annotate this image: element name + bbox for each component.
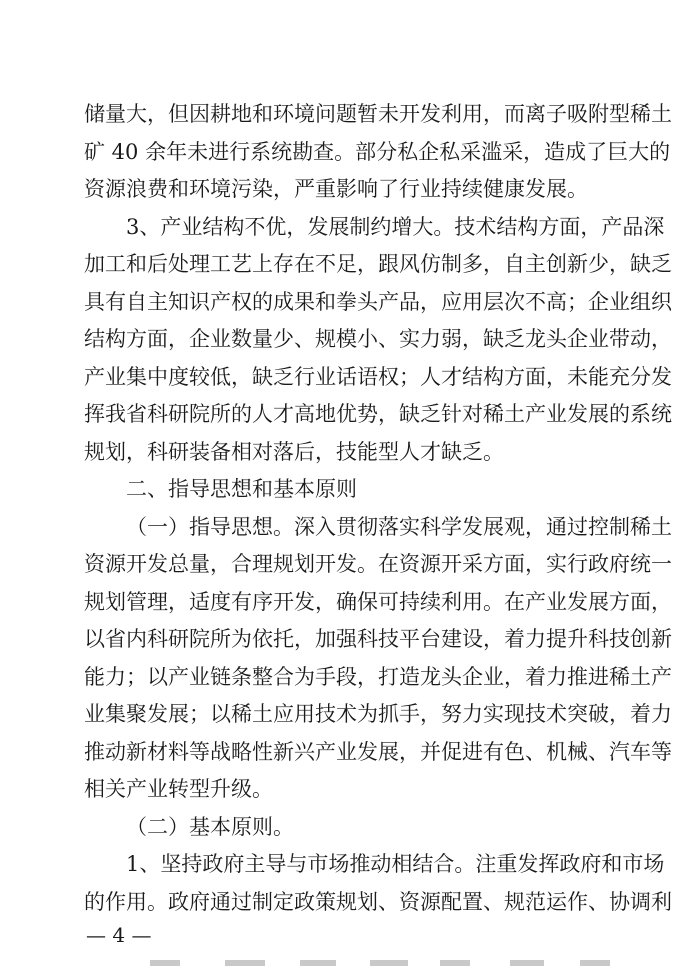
section-heading: 二、指导思想和基本原则 xyxy=(126,477,357,501)
scan-artifact xyxy=(580,960,610,966)
text-line: 产业集中度较低，缺乏行业话语权；人才结构方面，未能充分发 xyxy=(84,365,672,389)
text-line: 1、坚持政府主导与市场推动相结合。注重发挥政府和市场 xyxy=(126,852,665,876)
text-line: 结构方面，企业数量少、规模小、实力弱，缺乏龙头企业带动， xyxy=(84,327,672,351)
text-line: 储量大，但因耕地和环境问题暂未开发利用，而离子吸附型稀土 xyxy=(84,102,672,126)
text-line: 资源开发总量，合理规划开发。在资源开采方面，实行政府统一 xyxy=(84,552,672,576)
text-line: 业集聚发展；以稀土应用技术为抓手，努力实现技术突破，着力 xyxy=(84,702,672,726)
text-line: 3、产业结构不优，发展制约增大。技术结构方面，产品深 xyxy=(126,215,665,239)
text-line: 规划，科研装备相对落后，技能型人才缺乏。 xyxy=(84,440,504,464)
scan-artifact xyxy=(510,960,544,966)
page-number: — 4 — xyxy=(86,923,152,947)
subsection-heading: （二）基本原则。 xyxy=(126,815,294,839)
text-line: 的作用。政府通过制定政策规划、资源配置、规范运作、协调利 xyxy=(84,890,672,914)
text-line: 规划管理，适度有序开发，确保可持续利用。在产业发展方面， xyxy=(84,590,672,614)
scan-artifact xyxy=(370,960,408,966)
text-line: 挥我省科研院所的人才高地优势，缺乏针对稀土产业发展的系统 xyxy=(84,402,672,426)
text-line: 资源浪费和环境污染，严重影响了行业持续健康发展。 xyxy=(84,177,588,201)
scan-artifact xyxy=(150,960,180,966)
text-line: 相关产业转型升级。 xyxy=(84,777,273,801)
text-line: 具有自主知识产权的成果和拳头产品，应用层次不高；企业组织 xyxy=(84,290,672,314)
text-line: 能力；以产业链条整合为手段，打造龙头企业，着力推进稀土产 xyxy=(84,665,672,689)
text-line: （一）指导思想。深入贯彻落实科学发展观，通过控制稀土 xyxy=(126,515,672,539)
text-line: 推动新材料等战略性新兴产业发展，并促进有色、机械、汽车等 xyxy=(84,740,672,764)
scan-artifact xyxy=(225,960,265,966)
text-line: 加工和后处理工艺上存在不足，跟风仿制多，自主创新少，缺乏 xyxy=(84,252,672,276)
text-line: 以省内科研院所为依托，加强科技平台建设，着力提升科技创新 xyxy=(84,627,672,651)
text-line: 矿 40 余年未进行系统勘查。部分私企私采滥采，造成了巨大的 xyxy=(84,140,671,164)
scan-artifact xyxy=(440,960,470,966)
scan-artifact xyxy=(300,960,336,966)
